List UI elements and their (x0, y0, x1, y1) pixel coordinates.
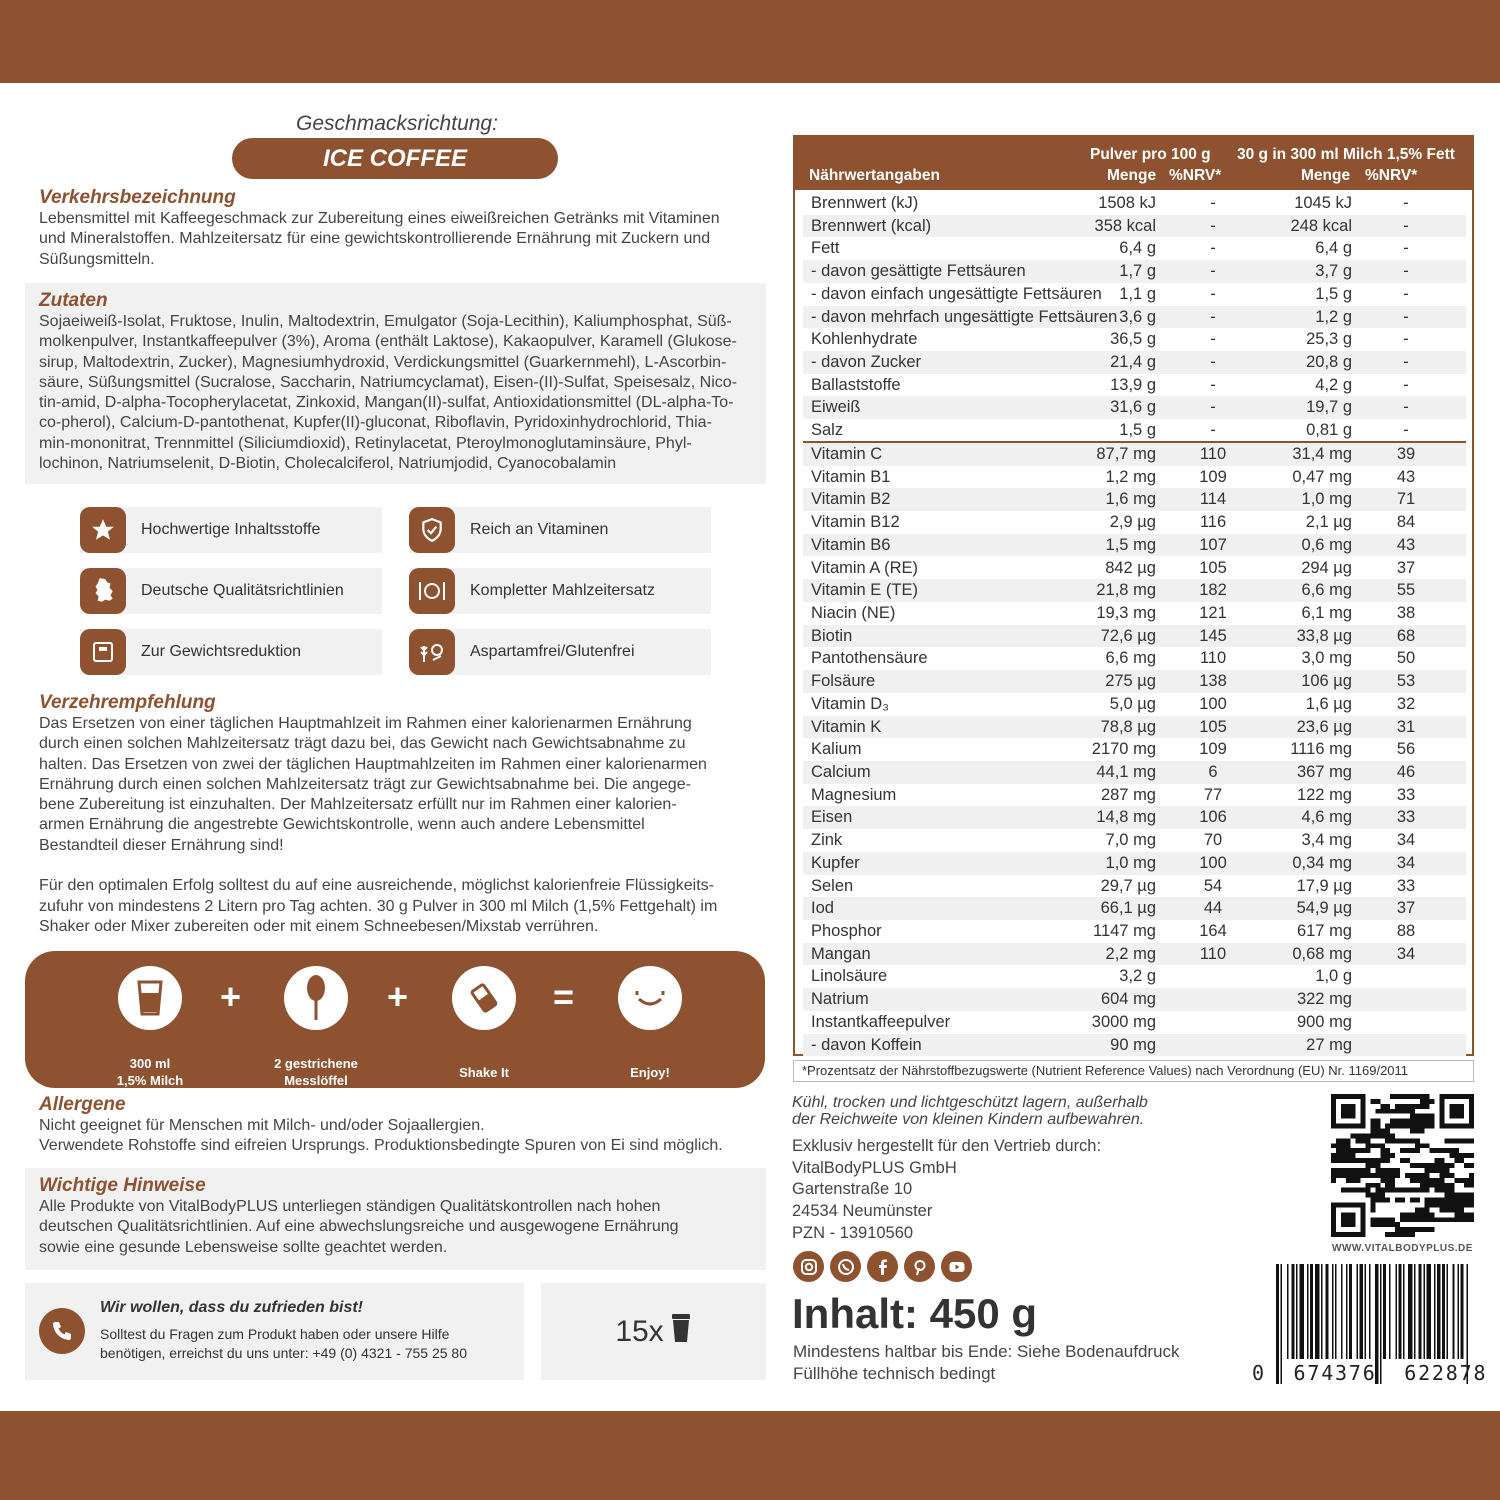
nutrient-name: Mangan (811, 944, 871, 963)
nutrient-name: Linolsäure (811, 967, 888, 986)
nrv-per-serving: - (1403, 398, 1409, 417)
nrv-per-100g: 100 (1199, 853, 1227, 872)
amount-per-serving: 106 µg (1301, 672, 1352, 691)
nutrient-name: Kalium (811, 740, 862, 759)
nutrition-row (803, 647, 1466, 670)
nutrition-row (803, 670, 1466, 693)
nrv-per-serving: 88 (1396, 922, 1416, 941)
amount-per-100g: 90 mg (1110, 1035, 1156, 1054)
shaker-icon (452, 966, 516, 1030)
amount-per-serving: 0,81 g (1306, 421, 1352, 440)
amount-per-100g: 2170 mg (1091, 740, 1156, 759)
nutrient-name: Niacin (NE) (811, 603, 896, 622)
ingredients-text: Sojaeiweiß-Isolat, Fruktose, Inulin, Maltodextrin, Emulgator (Soja-Lecithin), Kaliumphosphat, Süß- molkenpulver, Instantkaffeepulver (3%), Aroma (enthält Laktose), Kakaopulver, Karamell (Glukose- sirup, Maltodextrin, Zucker), Magnesiumhydroxid, Verdickungsmittel (Guarkernmehl), L-Ascorbin- säure, Süßungsmittel (Sucralose, Saccharin, Natriumcyclamat), Eisen-(II)-Sulfat, Speisesalz, Nico- tin-amid, D-alpha-Tocopherylacetat, Zinkoxid, Mangan(II)-sulfat, Antioxidationsmittel (DL-alpha-To- co-pherol), Calcium-D-pantothenat, Kupfer(II)-gluconat, Riboflavin, Pyridoxinhydrochlorid, Thia- min-mononitrat, Trennmittel (Siliciumdioxid), Retinylacetat, Pteroylmonoglutaminsäure, Phyl- lochinon, Natriumselenit, D-Biotin, Cholecalciferol, Natriumjodid, Cyanocobalamin (39, 313, 738, 473)
nrv-per-100g: 106 (1199, 808, 1227, 827)
amount-per-serving: 3,4 mg (1301, 831, 1352, 850)
step-scoops: 2 gestrichene Messlöffel (251, 966, 381, 1089)
recommendation-heading: Verzehrempfehlung (39, 692, 216, 713)
nutrition-row (803, 738, 1466, 761)
recommendation-text: Das Ersetzen von einer täglichen Hauptmahlzeit im Rahmen einer kalorienarmen Ernährung durch einen solchen Mahlzeitersatz trägt dazu bei, das Gewicht nach Gewichtsabnahme zu halten. Das Ersetzen von zwei der täglichen Hauptmahlzeiten im Rahmen einer kalorienarmen Ernährung durch einen solchen Mahlzeitersatz trägt zur Gewichtsabnahme bei. Die angege- bene Zubereitung ist einzuhalten. Der Mahlzeitersatz erfüllt nur im Rahmen einer kalorien- armen Ernährung die angestrebte Gewichtskontrolle, wenn auch andere Lebensmittel Bestandteil dieser Ernährung sind! Für den optimalen Erfolg solltest du auf eine ausreichende, möglichst kalorienfreie Flüssigkeits- zufuhr von mindestens 2 Litern pro Tag achten. 30 g Pulver in 300 ml Milch (1,5% Fettgehalt) im Shaker oder Mixer zubereiten oder mit einem Schneebesen/Mixstab verrühren. (39, 715, 718, 935)
amount-per-100g: 842 µg (1105, 558, 1156, 577)
germany-map-icon (80, 568, 126, 614)
nutrient-name: Vitamin B1 (811, 467, 891, 486)
youtube-icon[interactable] (941, 1251, 972, 1282)
amount-per-100g: 6,6 mg (1105, 649, 1156, 668)
nrv-per-100g: - (1210, 307, 1216, 326)
nutrient-name: Folsäure (811, 672, 876, 691)
amount-per-serving: 4,6 mg (1301, 808, 1352, 827)
nutrition-row (803, 829, 1466, 852)
nutrition-row (803, 965, 1466, 988)
wheat-leaf-icon (409, 629, 455, 675)
nutrition-row (803, 943, 1466, 966)
nutrition-row (803, 396, 1466, 419)
nrv-per-serving: 37 (1396, 558, 1416, 577)
nrv-per-serving: 53 (1396, 672, 1416, 691)
nrv-per-100g: - (1210, 330, 1216, 349)
nrv-per-100g: 145 (1199, 626, 1227, 645)
nrv-per-serving: 38 (1396, 603, 1416, 622)
nutrient-name: Natrium (811, 990, 869, 1009)
feature-weight-reduction: Zur Gewichtsreduktion (80, 629, 382, 675)
nutrient-name: Eiweiß (811, 398, 861, 417)
amount-per-serving: 6,6 mg (1301, 581, 1352, 600)
preparation-steps (25, 951, 765, 1088)
nutrition-row (803, 716, 1466, 739)
nutrient-name: - davon Koffein (811, 1035, 922, 1054)
amount-per-100g: 1147 mg (1093, 922, 1156, 941)
nutrient-name: Kupfer (811, 853, 860, 872)
allergens-heading: Allergene (39, 1094, 126, 1115)
nutrient-name: Ballaststoffe (811, 375, 901, 394)
amount-per-serving: 1,5 g (1315, 284, 1352, 303)
amount-per-100g: 44,1 mg (1096, 763, 1156, 781)
nutrient-name: Instantkaffeepulver (811, 1012, 951, 1031)
feature-aspartame-gluten-free: Aspartamfrei/Glutenfrei (409, 629, 711, 675)
amount-per-100g: 2,9 µg (1109, 513, 1156, 532)
nutrient-name: Vitamin E (TE) (811, 581, 918, 600)
nrv-per-serving: 71 (1396, 490, 1416, 509)
amount-per-serving: 3,0 mg (1301, 649, 1352, 668)
nrv-per-serving: - (1403, 353, 1409, 372)
nutrient-name: Iod (811, 899, 834, 918)
amount-per-serving: 0,47 mg (1292, 467, 1352, 486)
nutrient-name: Vitamin C (811, 444, 883, 463)
pinterest-icon[interactable] (904, 1251, 935, 1282)
amount-per-100g: 358 kcal (1094, 216, 1156, 235)
amount-per-100g: 3000 mg (1091, 1012, 1156, 1031)
nrv-per-100g: 138 (1199, 672, 1227, 691)
recommendation-section (25, 692, 766, 937)
nrv-per-100g: 121 (1199, 603, 1227, 622)
amount-per-serving: 25,3 g (1306, 330, 1352, 349)
amount-per-serving: 367 mg (1296, 763, 1352, 781)
nutrition-row (803, 328, 1466, 351)
nutrition-row (803, 237, 1466, 260)
nutrition-row (803, 351, 1466, 374)
nrv-per-100g: 107 (1199, 535, 1227, 554)
nrv-per-100g: - (1210, 421, 1216, 440)
nrv-per-serving: 55 (1396, 581, 1416, 600)
nrv-per-serving: 33 (1396, 785, 1416, 804)
amount-per-100g: 87,7 mg (1096, 444, 1156, 463)
net-content: Inhalt: 450 g (792, 1290, 1038, 1337)
nutrient-name: Eisen (811, 808, 853, 827)
manufacturer-info: Exklusiv hergestellt für den Vertrieb durch: VitalBodyPLUS GmbH Gartenstraße 10 24534 Neumünster PZN - 13910560 (792, 1137, 1102, 1242)
facebook-icon[interactable] (867, 1251, 898, 1282)
amount-per-serving: 31,4 mg (1292, 444, 1352, 463)
contact-text: Solltest du Fragen zum Produkt haben oder unsere Hilfe benötigen, erreichst du uns unter: +49 (0) 4321 - 755 25 80 (100, 1326, 467, 1361)
amount-per-100g: 2,2 mg (1105, 944, 1156, 963)
feature-vitamins: Reich an Vitaminen (409, 507, 711, 553)
nutrient-name: Vitamin B6 (811, 535, 891, 554)
nrv-per-serving: 33 (1396, 808, 1416, 827)
top-band (0, 0, 1500, 83)
nutrition-row (803, 260, 1466, 283)
nutrient-name: Pantothensäure (811, 649, 928, 668)
nutrient-name: - davon einfach ungesättigte Fettsäuren (811, 284, 1102, 303)
nrv-per-100g: 182 (1199, 581, 1227, 600)
amount-per-100g: 1,5 g (1119, 421, 1156, 440)
amount-per-100g: 1,2 mg (1105, 467, 1156, 486)
nrv-per-100g: 164 (1199, 922, 1227, 941)
nrv-per-serving: - (1403, 239, 1409, 258)
website-url: WWW.VITALBODYPLUS.DE (1332, 1243, 1473, 1254)
nutrient-name: Vitamin K (811, 717, 882, 736)
nutrition-row (803, 488, 1466, 511)
plus-sign: + (220, 976, 242, 1017)
nrv-per-100g: 100 (1199, 694, 1227, 713)
nrv-per-serving: 31 (1396, 717, 1416, 736)
nutrition-row (803, 466, 1466, 489)
amount-per-serving: 294 µg (1301, 558, 1352, 577)
nutrition-row (803, 602, 1466, 625)
smiley-icon (618, 966, 682, 1030)
nutrition-row (803, 852, 1466, 875)
nrv-per-100g: 105 (1199, 717, 1227, 736)
nutrition-row (803, 761, 1466, 784)
amount-per-100g: 31,6 g (1110, 398, 1156, 417)
nutrient-name: Phosphor (811, 922, 882, 941)
nrv-per-100g: - (1210, 353, 1216, 372)
nutrition-footnote: *Prozentsatz der Nährstoffbezugswerte (Nutrient Reference Values) nach Verordnung (EU) Nr. 1169/2011 (793, 1060, 1474, 1082)
ean-number: 0 674376 622878 (1252, 1361, 1488, 1385)
nrv-per-serving: - (1403, 194, 1409, 212)
nrv-per-serving: 46 (1396, 763, 1416, 781)
nutrition-row (803, 192, 1466, 215)
nrv-per-serving: 34 (1396, 831, 1416, 850)
amount-per-serving: 322 mg (1296, 990, 1352, 1009)
amount-per-serving: 0,68 mg (1292, 944, 1352, 963)
nrv-per-serving: 68 (1396, 626, 1416, 645)
ingredients-heading: Zutaten (39, 290, 108, 311)
whatsapp-icon[interactable] (830, 1251, 861, 1282)
allergens-text: Nicht geeignet für Menschen mit Milch- und/oder Sojaallergien. Verwendete Rohstoffe sind eifreien Ursprungs. Produktionsbedingte Spuren von Ei sind möglich. (39, 1117, 723, 1155)
nrv-per-100g: 110 (1199, 944, 1227, 963)
nrv-per-serving: - (1403, 375, 1409, 394)
bottom-band (0, 1411, 1500, 1500)
nutrition-row (803, 875, 1466, 898)
shaker-cup-icon (670, 1312, 692, 1352)
equals-sign: = (553, 976, 575, 1017)
amount-per-serving: 1,0 mg (1301, 490, 1352, 509)
nrv-per-serving: 34 (1396, 853, 1416, 872)
amount-per-serving: 1,6 µg (1305, 694, 1352, 713)
nrv-per-serving: - (1403, 307, 1409, 326)
amount-per-100g: 78,8 µg (1100, 717, 1156, 736)
nutrient-name: Vitamin B12 (811, 513, 900, 532)
nrv-per-100g: 77 (1203, 785, 1223, 804)
amount-per-serving: 248 kcal (1290, 216, 1352, 235)
amount-per-serving: 2,1 µg (1305, 513, 1352, 532)
nutrition-row (803, 1034, 1466, 1057)
nrv-per-100g: 105 (1199, 558, 1227, 577)
nutrition-row (803, 920, 1466, 943)
nutrition-row (803, 283, 1466, 306)
nrv-per-100g: - (1210, 239, 1216, 258)
amount-per-100g: 6,4 g (1119, 239, 1156, 258)
amount-per-serving: 27 mg (1306, 1035, 1352, 1054)
notes-text: Alle Produkte von VitalBodyPLUS unterliegen ständigen Qualitätskontrollen nach hohen deutschen Qualitätsrichtlinien. Auf eine abwechslungsreiche und ausgewogene Ernährung sowie eine gesunde Lebensweise sollte geachtet werden. (39, 1198, 679, 1256)
amount-per-serving: 17,9 µg (1296, 876, 1352, 895)
servings-box (541, 1283, 766, 1380)
nrv-per-100g: 70 (1203, 831, 1223, 850)
nrv-per-serving: 33 (1396, 876, 1416, 895)
nrv-per-100g: 44 (1203, 899, 1223, 918)
nrv-per-100g: - (1210, 284, 1216, 303)
amount-per-serving: 617 mg (1296, 922, 1352, 941)
nrv-per-100g: - (1210, 375, 1216, 394)
nutrition-row (803, 806, 1466, 829)
amount-per-100g: 1,1 g (1119, 284, 1156, 303)
nutrient-name: Vitamin D₃ (811, 694, 889, 713)
amount-per-100g: 19,3 mg (1096, 603, 1156, 622)
step-enjoy: Enjoy! (585, 966, 715, 1081)
phone-icon (39, 1308, 85, 1354)
amount-per-100g: 7,0 mg (1105, 831, 1156, 850)
nrv-per-serving: 37 (1396, 899, 1416, 918)
nutrition-row (803, 534, 1466, 557)
nrv-per-100g: 109 (1199, 467, 1227, 486)
allergens-section (25, 1094, 766, 1157)
nrv-per-serving: - (1403, 421, 1409, 440)
nrv-per-100g: 54 (1203, 876, 1223, 895)
designation-section (25, 187, 766, 270)
nutrient-name: Vitamin A (RE) (811, 558, 918, 577)
amount-per-100g: 3,6 g (1119, 307, 1156, 326)
feature-meal-replacement: Kompletter Mahlzeitersatz (409, 568, 711, 614)
nutrition-row (803, 419, 1466, 442)
nrv-per-100g: - (1210, 398, 1216, 417)
feature-quality-ingredients: Hochwertige Inhaltsstoffe (80, 507, 382, 553)
nutrient-name: Fett (811, 239, 840, 258)
amount-per-serving: 1,2 g (1315, 307, 1352, 326)
nutrition-table (793, 135, 1474, 1056)
nrv-per-serving: 34 (1396, 944, 1416, 963)
flavor-label: Geschmacksrichtung: (296, 112, 498, 135)
nutrient-name: Biotin (811, 626, 853, 645)
amount-per-serving: 54,9 µg (1296, 899, 1352, 918)
amount-per-100g: 72,6 µg (1100, 626, 1156, 645)
nrv-per-serving: 43 (1396, 535, 1416, 554)
flavor-badge: ICE COFFEE (232, 138, 558, 179)
vitamin-separator (803, 441, 1466, 443)
nrv-per-100g: 109 (1199, 740, 1227, 759)
amount-per-serving: 122 mg (1296, 785, 1352, 804)
amount-per-serving: 20,8 g (1306, 353, 1352, 372)
amount-per-100g: 36,5 g (1110, 330, 1156, 349)
amount-per-100g: 3,2 g (1119, 967, 1156, 986)
spoon-icon (284, 966, 348, 1030)
amount-per-serving: 900 mg (1296, 1012, 1352, 1031)
amount-per-100g: 275 µg (1105, 672, 1156, 691)
amount-per-100g: 1,5 mg (1105, 535, 1156, 554)
amount-per-serving: 1045 kJ (1294, 194, 1352, 212)
nutrient-name: Brennwert (kJ) (811, 194, 919, 212)
scale-icon (80, 629, 126, 675)
nutrient-name: - davon Zucker (811, 353, 922, 372)
nutrient-name: Calcium (811, 763, 871, 781)
nutrient-name: Selen (811, 876, 854, 895)
nrv-per-serving: 56 (1396, 740, 1416, 759)
nrv-per-serving: - (1403, 216, 1409, 235)
amount-per-100g: 1508 kJ (1098, 194, 1156, 212)
nutrient-name: Brennwert (kcal) (811, 216, 932, 235)
amount-per-serving: 6,1 mg (1301, 603, 1352, 622)
storage-note: Kühl, trocken und lichtgeschützt lagern, außerhalb der Reichweite von kleinen Kindern aufbewahren. (792, 1094, 1148, 1128)
amount-per-100g: 287 mg (1100, 785, 1156, 804)
notes-section (25, 1168, 766, 1270)
amount-per-100g: 13,9 g (1110, 375, 1156, 394)
nutrition-row (803, 557, 1466, 580)
nrv-per-serving: 32 (1396, 694, 1416, 713)
nrv-per-serving: - (1403, 284, 1409, 303)
contact-box (25, 1283, 524, 1380)
nutrition-row (803, 988, 1466, 1011)
amount-per-serving: 4,2 g (1315, 375, 1352, 394)
nutrient-name: Salz (811, 421, 844, 440)
notes-heading: Wichtige Hinweise (39, 1175, 206, 1196)
nutrition-row (803, 215, 1466, 238)
feature-german-quality: Deutsche Qualitätsrichtlinien (80, 568, 382, 614)
nutrition-row (803, 374, 1466, 397)
nrv-per-100g: - (1210, 194, 1216, 212)
amount-per-100g: 29,7 µg (1100, 876, 1156, 895)
nrv-per-100g: 114 (1199, 490, 1227, 509)
qr-code[interactable] (1331, 1094, 1474, 1237)
amount-per-100g: 5,0 µg (1109, 694, 1156, 713)
nutrient-name: Kohlenhydrate (811, 330, 918, 349)
nutrition-row (803, 693, 1466, 716)
nutrition-row (803, 443, 1466, 466)
amount-per-100g: 21,8 mg (1096, 581, 1156, 600)
amount-per-serving: 3,7 g (1315, 262, 1352, 281)
amount-per-serving: 0,34 mg (1292, 853, 1352, 872)
contact-title: Wir wollen, dass du zufrieden bist! (100, 1299, 363, 1316)
nutrient-name: Magnesium (811, 785, 897, 804)
shield-check-icon (409, 507, 455, 553)
amount-per-100g: 14,8 mg (1096, 808, 1156, 827)
nutrient-name: Zink (811, 831, 843, 850)
glass-icon (118, 966, 182, 1030)
amount-per-100g: 1,6 mg (1105, 490, 1156, 509)
amount-per-serving: 6,4 g (1315, 239, 1352, 258)
nutrition-row (803, 306, 1466, 329)
step-milk: 300 ml 1,5% Milch (85, 966, 215, 1089)
nutrition-row (803, 897, 1466, 920)
amount-per-100g: 604 mg (1100, 990, 1156, 1009)
amount-per-serving: 19,7 g (1306, 398, 1352, 417)
amount-per-serving: 23,6 µg (1296, 717, 1352, 736)
amount-per-serving: 0,6 mg (1301, 535, 1352, 554)
plate-cutlery-icon (409, 568, 455, 614)
star-icon (80, 507, 126, 553)
amount-per-serving: 1,0 g (1315, 967, 1352, 986)
nrv-per-100g: 110 (1199, 444, 1227, 463)
nutrition-row (803, 1011, 1466, 1034)
nrv-per-serving: 50 (1396, 649, 1416, 668)
designation-heading: Verkehrsbezeichnung (39, 187, 236, 208)
plus-sign: + (387, 976, 409, 1017)
nrv-per-serving: 84 (1396, 513, 1416, 532)
amount-per-100g: 1,0 mg (1105, 853, 1156, 872)
nrv-per-serving: - (1403, 262, 1409, 281)
nrv-per-100g: 116 (1199, 513, 1227, 532)
servings-count: 15x (615, 1314, 664, 1348)
nutrition-row (803, 511, 1466, 534)
amount-per-serving: 1116 mg (1290, 740, 1352, 759)
nrv-per-serving: - (1403, 330, 1409, 349)
ingredients-section (25, 283, 766, 484)
nutrient-name: - davon gesättigte Fettsäuren (811, 262, 1026, 281)
nutrition-header: Nährwertangaben Pulver pro 100 g 30 g in 300 ml Milch 1,5% Fett Menge %NRV* Menge %NRV* (795, 137, 1472, 190)
nrv-per-100g: - (1210, 262, 1216, 281)
nutrient-name: Vitamin B2 (811, 490, 891, 509)
nrv-per-100g: 110 (1199, 649, 1227, 668)
nrv-per-serving: 39 (1396, 444, 1416, 463)
nrv-per-serving: 43 (1396, 467, 1416, 486)
social-icons (793, 1251, 972, 1282)
nutrition-row (803, 579, 1466, 602)
designation-text: Lebensmittel mit Kaffeegeschmack zur Zubereitung eines eiweißreichen Getränks mit Vitaminen und Mineralstoffen. Mahlzeitersatz für eine gewichtskontrollierende Ernährung mit Zuckern und Süßungsmitteln. (39, 210, 720, 268)
nrv-per-100g: - (1210, 216, 1216, 235)
nrv-per-100g: 6 (1208, 763, 1218, 781)
best-before-note: Mindestens haltbar bis Ende: Siehe Bodenaufdruck Füllhöhe technisch bedingt (793, 1342, 1180, 1383)
nutrition-row (803, 625, 1466, 648)
amount-per-100g: 66,1 µg (1100, 899, 1156, 918)
instagram-icon[interactable] (793, 1251, 824, 1282)
nutrient-name: - davon mehrfach ungesättigte Fettsäuren (811, 307, 1118, 326)
amount-per-100g: 1,7 g (1119, 262, 1156, 281)
amount-per-100g: 21,4 g (1110, 353, 1156, 372)
step-shake: Shake It (419, 966, 549, 1081)
amount-per-serving: 33,8 µg (1296, 626, 1352, 645)
nutrition-row (803, 784, 1466, 807)
